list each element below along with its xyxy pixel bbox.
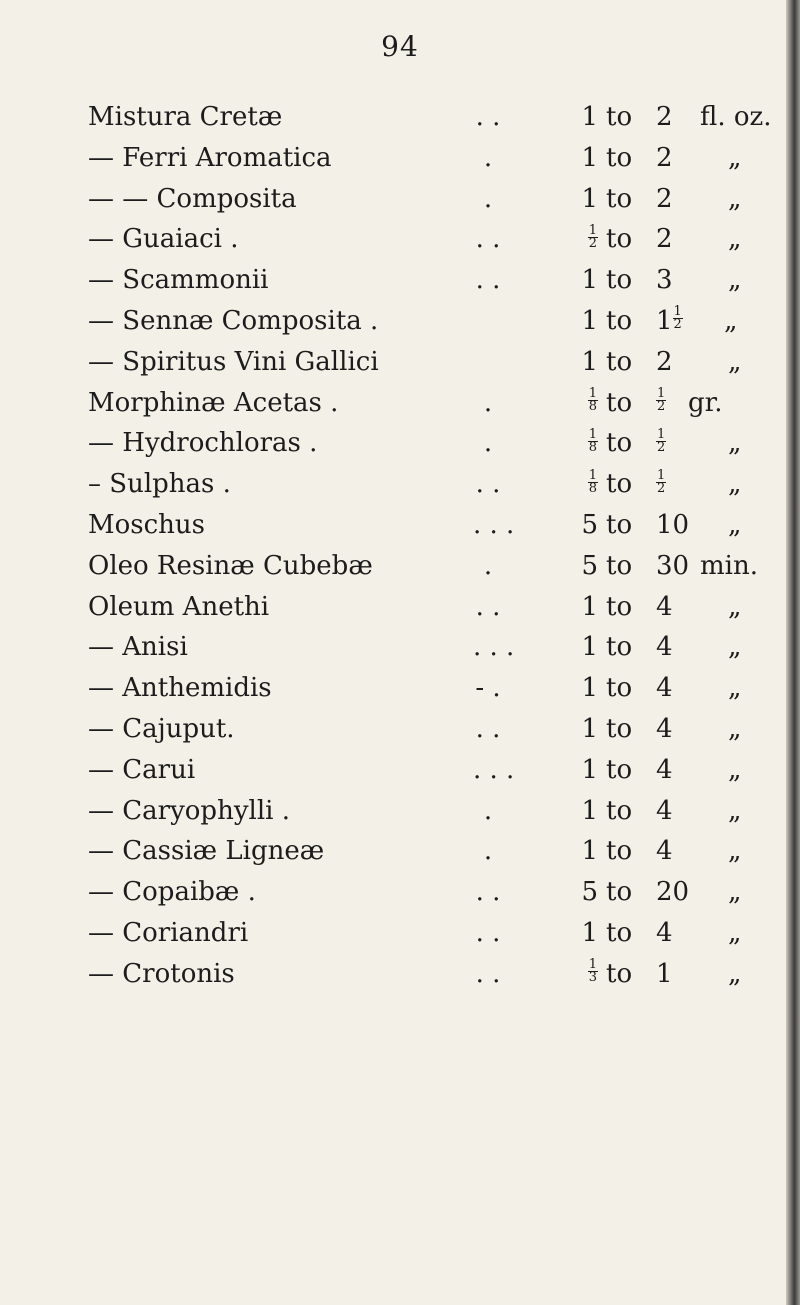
- drug-name: — — Composita: [88, 183, 297, 214]
- dose-to: [656, 918, 673, 948]
- dosage-table: [88, 96, 788, 994]
- leader-dots: .: [483, 183, 493, 214]
- dose-unit: „: [728, 836, 742, 867]
- dose-from: 5: [581, 550, 598, 581]
- table-row: [88, 830, 788, 871]
- table-row: [88, 667, 788, 708]
- drug-name: — Carui: [88, 754, 196, 785]
- dose-to-whole: 2: [656, 183, 673, 214]
- dose-to: [656, 836, 673, 866]
- dose-to-whole: 4: [656, 917, 673, 948]
- dose-from: 1: [581, 102, 598, 132]
- dose-to-whole: 2: [656, 142, 673, 173]
- dose-from: [558, 959, 598, 989]
- dose-to: [656, 755, 673, 785]
- dose-to-word: to: [606, 469, 633, 500]
- dose-from: 1: [581, 142, 598, 173]
- dose-unit: „: [728, 754, 742, 785]
- fraction-numerator: 1: [588, 467, 597, 483]
- drug-name: Moschus: [88, 509, 206, 540]
- drug-name: — Anisi: [88, 632, 188, 663]
- dose-from: 5: [581, 877, 598, 908]
- dose-to: [656, 265, 673, 295]
- leader-dots: .: [483, 387, 493, 418]
- fraction: [656, 467, 666, 496]
- dose-to-word: to: [606, 795, 633, 826]
- dose-from: [558, 388, 598, 418]
- drug-name: Morphinæ Acetas .: [88, 387, 339, 418]
- dose-from: 1: [581, 591, 598, 622]
- dose-to-word: to: [606, 958, 633, 989]
- page-edge-shadow: [786, 0, 800, 1305]
- dose-to: [656, 632, 673, 662]
- dose-to-whole: 4: [656, 754, 673, 785]
- dose-to-word: to: [606, 673, 633, 704]
- drug-name: — Cajuput.: [88, 713, 235, 744]
- dose-to-word: to: [606, 224, 633, 255]
- dose-from: 1: [581, 754, 598, 785]
- leader-dots: . .: [475, 469, 501, 500]
- fraction-numerator: 1: [657, 386, 666, 402]
- leader-dots: . . .: [473, 509, 515, 540]
- table-row: [88, 300, 788, 341]
- dose-to-word: to: [606, 102, 633, 132]
- dose-to: [656, 428, 666, 458]
- leader-dots: . .: [475, 265, 501, 296]
- dose-to-whole: 10: [656, 509, 690, 540]
- dose-from: 1: [581, 632, 598, 663]
- dose-to-word: to: [606, 550, 633, 581]
- dose-to-word: to: [606, 632, 633, 663]
- dose-to: [656, 877, 689, 907]
- dose-from: 1: [581, 673, 598, 704]
- drug-name: — Guaiaci .: [88, 224, 239, 255]
- dose-to-whole: 2: [656, 102, 673, 132]
- dose-unit: „: [728, 917, 742, 948]
- fraction-denominator: 3: [588, 970, 597, 986]
- dose-unit: „: [728, 183, 742, 214]
- dose-from: 1: [581, 183, 598, 214]
- dose-to-whole: 1: [656, 305, 673, 336]
- leader-dots: - .: [475, 673, 501, 704]
- fraction-numerator: 1: [588, 426, 597, 442]
- dose-unit: „: [728, 958, 742, 989]
- table-row: [88, 545, 788, 586]
- dose-from: 1: [581, 305, 598, 336]
- table-row: [88, 504, 788, 545]
- dose-to: [656, 796, 673, 826]
- table-row: [88, 790, 788, 831]
- fraction-numerator: 1: [588, 222, 597, 238]
- fraction-denominator: 2: [657, 439, 666, 455]
- table-row: [88, 586, 788, 627]
- dose-unit: „: [728, 224, 742, 255]
- dose-to-word: to: [606, 183, 633, 214]
- dose-to-whole: 4: [656, 836, 673, 867]
- dose-to: [656, 224, 673, 254]
- dose-to-word: to: [606, 754, 633, 785]
- fraction: [588, 959, 598, 984]
- leader-dots: . .: [475, 958, 501, 989]
- dose-from: 5: [581, 509, 598, 540]
- drug-name: — Copaibæ .: [88, 877, 256, 908]
- table-row: [88, 749, 788, 790]
- dose-to: [656, 673, 673, 703]
- leader-dots: .: [483, 550, 493, 581]
- table-row: [88, 953, 788, 994]
- dose-unit: „: [728, 509, 742, 540]
- leader-dots: . . .: [473, 632, 515, 663]
- fraction-numerator: 1: [673, 304, 682, 320]
- dose-to: [656, 102, 673, 132]
- drug-name: — Spiritus Vini Gallici: [88, 346, 379, 377]
- fraction-denominator: 2: [657, 399, 666, 415]
- leader-dots: .: [483, 428, 493, 459]
- table-row: [88, 626, 788, 667]
- drug-name: — Sennæ Composita .: [88, 305, 379, 336]
- dose-to-word: to: [606, 265, 633, 296]
- dose-to-word: to: [606, 591, 633, 622]
- table-row: [88, 382, 788, 423]
- dose-from: [558, 428, 598, 458]
- dose-to-word: to: [606, 917, 633, 948]
- dose-unit: „: [728, 673, 742, 704]
- dose-from: 1: [581, 917, 598, 948]
- dose-from: 1: [581, 265, 598, 296]
- dose-to-word: to: [606, 305, 633, 336]
- dose-to-word: to: [606, 877, 633, 908]
- dose-to-whole: 20: [656, 877, 690, 908]
- dose-to-whole: 2: [656, 224, 673, 255]
- dose-to-whole: 4: [656, 713, 673, 744]
- leader-dots: . .: [475, 713, 501, 744]
- dose-to-word: to: [606, 142, 633, 173]
- dose-to: [656, 469, 666, 499]
- dose-to: [656, 551, 689, 581]
- fraction: [673, 306, 683, 331]
- dose-to: [656, 388, 666, 418]
- dose-to-word: to: [606, 387, 633, 418]
- fraction-numerator: 1: [657, 426, 666, 442]
- drug-name: — Crotonis: [88, 958, 235, 989]
- page-number: 94: [381, 30, 419, 63]
- dose-from: [558, 469, 598, 499]
- table-row: [88, 708, 788, 749]
- table-row: [88, 463, 788, 504]
- drug-name: Oleo Resinæ Cubebæ: [88, 550, 373, 581]
- dose-unit: min.: [700, 550, 758, 581]
- dose-unit: „: [724, 305, 738, 336]
- dose-to: [656, 143, 673, 173]
- dose-to-whole: 2: [656, 346, 673, 377]
- table-row: [88, 218, 788, 259]
- dose-from: 1: [581, 836, 598, 867]
- drug-name: Mistura Cretæ: [88, 102, 283, 132]
- fraction-denominator: 8: [588, 399, 597, 415]
- dose-to: [656, 510, 689, 540]
- dose-to: [656, 959, 673, 989]
- table-row: [88, 137, 788, 178]
- dose-unit: gr.: [688, 387, 723, 418]
- drug-name: — Cassiæ Ligneæ: [88, 836, 325, 867]
- leader-dots: . .: [475, 917, 501, 948]
- dose-to-whole: 4: [656, 591, 673, 622]
- leader-dots: . .: [475, 224, 501, 255]
- dose-to: [656, 592, 673, 622]
- leader-dots: . .: [475, 591, 501, 622]
- dose-to: [656, 714, 673, 744]
- dose-to-word: to: [606, 836, 633, 867]
- dose-unit: „: [728, 795, 742, 826]
- leader-dots: .: [483, 795, 493, 826]
- dose-unit: „: [728, 142, 742, 173]
- dose-to-word: to: [606, 346, 633, 377]
- dose-to-word: to: [606, 428, 633, 459]
- dose-to-whole: 3: [656, 265, 673, 296]
- fraction-denominator: 2: [657, 480, 666, 496]
- fraction-numerator: 1: [657, 467, 666, 483]
- table-row: [88, 912, 788, 953]
- drug-name: — Coriandri: [88, 917, 249, 948]
- dose-unit: „: [728, 591, 742, 622]
- dose-from: 1: [581, 346, 598, 377]
- table-row: [88, 178, 788, 219]
- fraction: [588, 467, 598, 496]
- fraction: [588, 388, 598, 413]
- dose-from: [558, 224, 598, 254]
- dose-unit: „: [728, 428, 742, 459]
- dose-to-whole: 4: [656, 795, 673, 826]
- dose-to-whole: 30: [656, 550, 690, 581]
- dose-unit: „: [728, 346, 742, 377]
- dose-to: [656, 184, 673, 214]
- dose-unit: „: [728, 265, 742, 296]
- dose-to: [656, 306, 683, 336]
- fraction-numerator: 1: [588, 957, 597, 973]
- dose-unit: „: [728, 469, 742, 500]
- fraction-denominator: 2: [588, 235, 597, 251]
- drug-name: — Hydrochloras .: [88, 428, 318, 459]
- table-row: [88, 422, 788, 463]
- table-row: [88, 341, 788, 382]
- dose-to-whole: 4: [656, 673, 673, 704]
- table-row: [88, 96, 788, 137]
- fraction-denominator: 8: [588, 480, 597, 496]
- fraction: [656, 426, 666, 455]
- fraction: [656, 388, 666, 413]
- leader-dots: .: [483, 142, 493, 173]
- leader-dots: . .: [475, 877, 501, 908]
- dose-to-whole: 1: [656, 958, 673, 989]
- table-row: [88, 259, 788, 300]
- drug-name: – Sulphas .: [88, 469, 231, 500]
- leader-dots: .: [483, 836, 493, 867]
- dose-unit: „: [728, 713, 742, 744]
- dose-from: 1: [581, 713, 598, 744]
- dose-unit: „: [728, 632, 742, 663]
- leader-dots: . .: [475, 102, 501, 132]
- fraction-numerator: 1: [588, 386, 597, 402]
- drug-name: — Anthemidis: [88, 673, 272, 704]
- fraction-denominator: 2: [673, 317, 682, 333]
- dose-unit: „: [728, 877, 742, 908]
- drug-name: Oleum Anethi: [88, 591, 270, 622]
- table-row: [88, 871, 788, 912]
- dose-to-word: to: [606, 713, 633, 744]
- fraction: [588, 426, 598, 455]
- drug-name: — Ferri Aromatica: [88, 142, 332, 173]
- dose-to-whole: 4: [656, 632, 673, 663]
- dose-from: 1: [581, 795, 598, 826]
- dose-to: [656, 347, 673, 377]
- fraction: [588, 222, 598, 251]
- drug-name: — Scammonii: [88, 265, 269, 296]
- leader-dots: . . .: [473, 754, 515, 785]
- fraction-denominator: 8: [588, 439, 597, 455]
- dose-to-word: to: [606, 509, 633, 540]
- dose-unit: fl. oz.: [700, 102, 772, 132]
- drug-name: — Caryophylli .: [88, 795, 290, 826]
